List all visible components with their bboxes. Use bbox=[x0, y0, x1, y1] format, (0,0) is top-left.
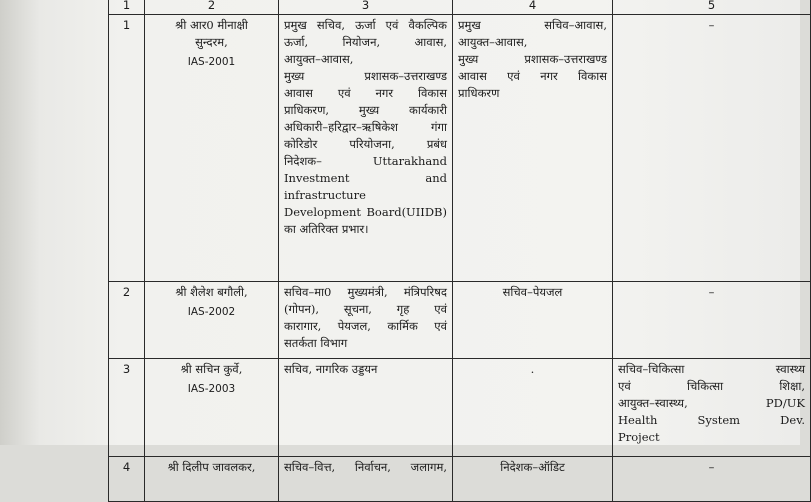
header-cell-2: 2 bbox=[145, 0, 279, 15]
current-posting-cell bbox=[279, 359, 453, 457]
officer-transfer-table bbox=[108, 0, 811, 502]
ias-batch: IAS-2003 bbox=[187, 383, 236, 395]
retained-line: प्रमुख सचिव–आवास, bbox=[458, 18, 607, 32]
posting-line: आवास एवं नगर विकास bbox=[284, 86, 447, 100]
new-posting-line: Project bbox=[618, 430, 660, 444]
retained-line: . bbox=[530, 362, 535, 376]
officer-name-line: श्री आर0 मीनाक्षी bbox=[175, 18, 248, 32]
retained-line: मुख्य प्रशासक–उत्तराखण्ड bbox=[458, 52, 607, 66]
table-header-row bbox=[109, 0, 811, 15]
posting-line: ऊर्जा, नियोजन, आवास, bbox=[284, 35, 447, 49]
dash-mark: – bbox=[708, 285, 715, 299]
serial-number: 3 bbox=[109, 359, 145, 457]
header-cell-1: 1 bbox=[109, 0, 145, 15]
table-row bbox=[109, 15, 811, 282]
header-cell-4: 4 bbox=[453, 0, 613, 15]
posting-line: Investment and infrastructure bbox=[284, 171, 447, 202]
retained-posting-cell bbox=[453, 457, 613, 502]
dash-mark: – bbox=[708, 460, 715, 474]
new-posting-line: आयुक्त–स्वास्थ्य, PD/UK bbox=[618, 396, 805, 410]
new-posting-cell bbox=[613, 359, 811, 457]
new-posting-cell bbox=[613, 15, 811, 282]
header-cell-5: 5 bbox=[613, 0, 811, 15]
current-posting-cell bbox=[279, 15, 453, 282]
table-row bbox=[109, 282, 811, 359]
retained-line: निदेशक–ऑडिट bbox=[500, 460, 565, 474]
officer-name-cell bbox=[145, 457, 279, 502]
officer-name-cell bbox=[145, 359, 279, 457]
retained-posting-cell bbox=[453, 15, 613, 282]
new-posting-line: Health System Dev. bbox=[618, 413, 805, 427]
posting-line: आयुक्त–आवास, bbox=[284, 52, 354, 66]
posting-line: सचिव–मा0 मुख्यमंत्री, मंत्रिपरिषद bbox=[284, 285, 447, 299]
current-posting-cell bbox=[279, 282, 453, 359]
posting-line: कोरिडोर परियोजना, प्रबंध bbox=[284, 137, 447, 151]
header-cell-3: 3 bbox=[279, 0, 453, 15]
dash-mark: – bbox=[708, 18, 715, 32]
ias-batch: IAS-2002 bbox=[187, 306, 236, 318]
retained-line: आवास एवं नगर विकास bbox=[458, 69, 607, 83]
retained-line: सचिव–पेयजल bbox=[502, 285, 563, 299]
table-row bbox=[109, 359, 811, 457]
new-posting-line: सचिव–चिकित्सा स्वास्थ्य bbox=[618, 362, 805, 376]
officer-name-line: श्री सचिन कुर्वे, bbox=[180, 362, 243, 376]
officer-name-cell bbox=[145, 282, 279, 359]
officer-name-line: सुन्दरम, bbox=[195, 35, 228, 49]
officer-name-line: श्री दिलीप जावलकर, bbox=[167, 460, 256, 474]
officer-name-line: श्री शैलेश बगौली, bbox=[175, 285, 248, 299]
retained-posting-cell bbox=[453, 359, 613, 457]
posting-line: सतर्कता विभाग bbox=[284, 336, 348, 350]
table-row bbox=[109, 457, 811, 502]
serial-number: 2 bbox=[109, 282, 145, 359]
posting-line: (गोपन), सूचना, गृह एवं bbox=[284, 302, 447, 316]
posting-line: सचिव–वित्त, निर्वाचन, जलागम, bbox=[284, 460, 447, 474]
ias-batch: IAS-2001 bbox=[187, 56, 236, 68]
new-posting-line: एवं चिकित्सा शिक्षा, bbox=[618, 379, 805, 393]
retained-line: प्राधिकरण bbox=[458, 86, 500, 100]
posting-line: सचिव, नागरिक उड्डयन bbox=[284, 362, 378, 376]
new-posting-cell bbox=[613, 282, 811, 359]
posting-line: प्रमुख सचिव, ऊर्जा एवं वैकल्पिक bbox=[284, 18, 447, 32]
posting-line: अधिकारी–हरिद्वार–ऋषिकेश गंगा bbox=[284, 120, 447, 134]
posting-line: निदेशक– Uttarakhand bbox=[284, 154, 447, 168]
serial-number: 4 bbox=[109, 457, 145, 502]
current-posting-cell bbox=[279, 457, 453, 502]
posting-line: प्राधिकरण, मुख्य कार्यकारी bbox=[284, 103, 447, 117]
retained-posting-cell bbox=[453, 282, 613, 359]
posting-line: Development Board(UIIDB) bbox=[284, 205, 447, 219]
posting-line: का अतिरिक्त प्रभार। bbox=[284, 222, 369, 236]
new-posting-cell bbox=[613, 457, 811, 502]
retained-line: आयुक्त–आवास, bbox=[458, 35, 528, 49]
posting-line: मुख्य प्रशासक–उत्तराखण्ड bbox=[284, 69, 447, 83]
officer-name-cell bbox=[145, 15, 279, 282]
serial-number: 1 bbox=[109, 15, 145, 282]
posting-line: कारागार, पेयजल, कार्मिक एवं bbox=[284, 319, 447, 333]
